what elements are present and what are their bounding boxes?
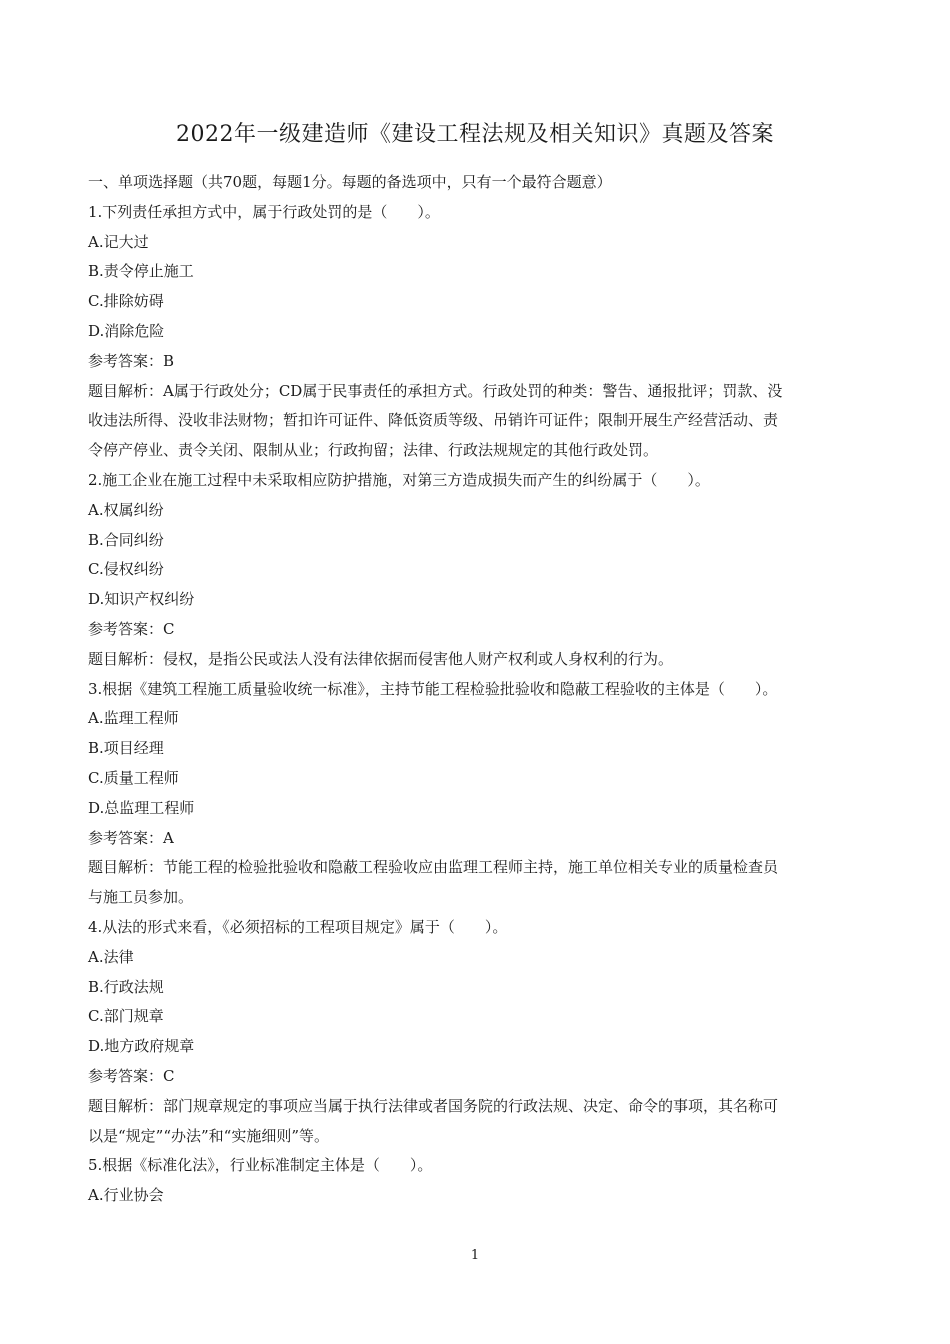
answer-option: A.监理工程师	[88, 709, 179, 728]
answer-option: D.消除危险	[88, 321, 165, 340]
answer-option: C.部门规章	[88, 1007, 164, 1026]
document-body	[88, 168, 860, 1211]
answer-option: B.责令停止施工	[88, 262, 194, 281]
question-block	[88, 466, 860, 675]
answer-option: D.总监理工程师	[88, 798, 195, 817]
answer-option: D.地方政府规章	[88, 1037, 195, 1056]
answer-option: B.合同纠纷	[88, 530, 164, 549]
answer-analysis: 题目解析：侵权，是指公民或法人没有法律依据而侵害他人财产权利或人身权利的行为。	[88, 649, 674, 668]
answer-analysis: 与施工员参加。	[88, 888, 194, 907]
answer-option: B.行政法规	[88, 977, 164, 996]
answer-option: C.质量工程师	[88, 768, 179, 787]
answer-option: B.项目经理	[88, 739, 164, 758]
page-number: 1	[470, 1248, 480, 1263]
answer-analysis: 题目解析：部门规章规定的事项应当属于执行法律或者国务院的行政法规、决定、命令的事项，其名称可	[88, 1096, 779, 1115]
answer-option: D.知识产权纠纷	[88, 590, 195, 609]
answer-option: C.排除妨碍	[88, 292, 164, 311]
question-block	[88, 675, 860, 913]
question-stem: 3.根据《建筑工程施工质量验收统一标准》，主持节能工程检验批验收和隐蔽工程验收的主体是（ ）。	[88, 679, 778, 698]
question-stem: 1.下列责任承担方式中，属于行政处罚的是（ ）。	[88, 202, 440, 221]
answer-option: A.权属纠纷	[88, 500, 164, 519]
reference-answer: 参考答案：A	[88, 828, 174, 847]
answer-option: C.侵权纠纷	[88, 560, 164, 579]
answer-option: A.记大过	[88, 232, 149, 251]
document-title: 2022年一级建造师《建设工程法规及相关知识》真题及答案	[176, 122, 774, 147]
question-stem: 2.施工企业在施工过程中未采取相应防护措施，对第三方造成损失而产生的纠纷属于（ ）。	[88, 470, 710, 489]
answer-analysis: 题目解析：A属于行政处分；CD属于民事责任的承担方式。行政处罚的种类：警告、通报批评；罚款、没	[88, 381, 783, 400]
answer-option: A.法律	[88, 947, 134, 966]
question-block	[88, 1151, 860, 1211]
question-stem: 4.从法的形式来看，《必须招标的工程项目规定》属于（ ）。	[88, 917, 508, 936]
answer-analysis: 以是“规定”“办法”和“实施细则”等。	[88, 1126, 330, 1145]
question-stem: 5.根据《标准化法》，行业标准制定主体是（ ）。	[88, 1156, 433, 1175]
answer-analysis: 题目解析：节能工程的检验批验收和隐蔽工程验收应由监理工程师主持，施工单位相关专业的质量检查员	[88, 858, 779, 877]
reference-answer: 参考答案：B	[88, 351, 175, 370]
answer-analysis: 收违法所得、没收非法财物；暂扣许可证件、降低资质等级、吊销许可证件；限制开展生产经营活动、责	[88, 411, 779, 430]
reference-answer: 参考答案：C	[88, 1066, 175, 1085]
answer-option: A.行业协会	[88, 1186, 164, 1205]
question-block	[88, 198, 860, 466]
answer-analysis: 令停产停业、责令关闭、限制从业；行政拘留；法律、行政法规规定的其他行政处罚。	[88, 441, 659, 460]
section-heading: 一、单项选择题（共70题，每题1分。每题的备选项中，只有一个最符合题意）	[88, 173, 612, 191]
question-block	[88, 913, 860, 1151]
reference-answer: 参考答案：C	[88, 619, 175, 638]
